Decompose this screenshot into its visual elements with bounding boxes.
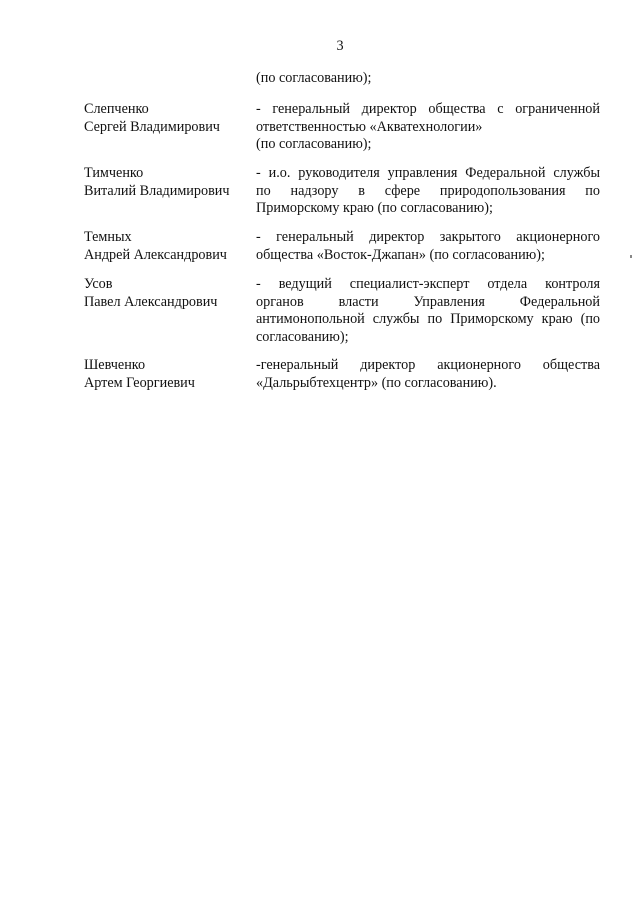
page-number: 3: [336, 38, 344, 54]
member-given-names: Виталий Владимирович: [84, 182, 230, 199]
member-surname: Тимченко: [84, 165, 144, 181]
member-role: [256, 165, 600, 218]
role-line: общества «Восток-Джапан» (по согласованию);: [256, 246, 545, 263]
member-surname: Усов: [84, 276, 113, 292]
member-entry: [84, 101, 600, 154]
member-given-names: Артем Георгиевич: [84, 374, 195, 391]
role-line: ответственностью «Акватехнологии»: [256, 118, 483, 135]
member-role: [256, 101, 600, 154]
role-line: антимонопольной службы по Приморскому краю (по: [256, 311, 600, 327]
member-surname: Темных: [84, 229, 132, 245]
role-line: - генеральный директор закрытого акционерного: [256, 229, 600, 245]
member-name: [84, 229, 256, 264]
continuation-text: (по согласованию);: [256, 70, 372, 86]
role-line: - и.о. руководителя управления Федеральной службы: [256, 165, 600, 181]
role-line: Приморскому краю (по согласованию);: [256, 200, 493, 216]
role-line: по надзору в сфере природопользования по: [256, 182, 600, 199]
role-line: согласованию);: [256, 328, 349, 345]
role-line: «Дальрыбтехцентр» (по согласованию).: [256, 374, 497, 391]
member-surname: Слепченко: [84, 101, 149, 117]
role-line: -генеральный директор акционерного общества: [256, 357, 600, 373]
member-entry: [84, 276, 600, 346]
role-line: - ведущий специалист-эксперт отдела контроля: [256, 276, 600, 292]
member-entry: [84, 357, 600, 392]
member-entry: [84, 165, 600, 218]
member-name: [84, 165, 256, 218]
member-given-names: Сергей Владимирович: [84, 118, 220, 135]
member-given-names: Павел Александрович: [84, 293, 218, 310]
scan-artifact-mark: [630, 255, 632, 258]
member-entry: [84, 229, 600, 264]
member-role: [256, 276, 600, 346]
member-given-names: Андрей Александрович: [84, 246, 227, 263]
member-name: [84, 276, 256, 346]
role-line: - генеральный директор общества с ограниченной: [256, 101, 600, 117]
member-name: [84, 357, 256, 392]
role-line: органов власти Управления Федеральной: [256, 293, 600, 310]
member-role: [256, 357, 600, 392]
member-name: [84, 101, 256, 154]
role-line: (по согласованию);: [256, 136, 372, 152]
member-surname: Шевченко: [84, 357, 146, 373]
member-role: [256, 229, 600, 264]
